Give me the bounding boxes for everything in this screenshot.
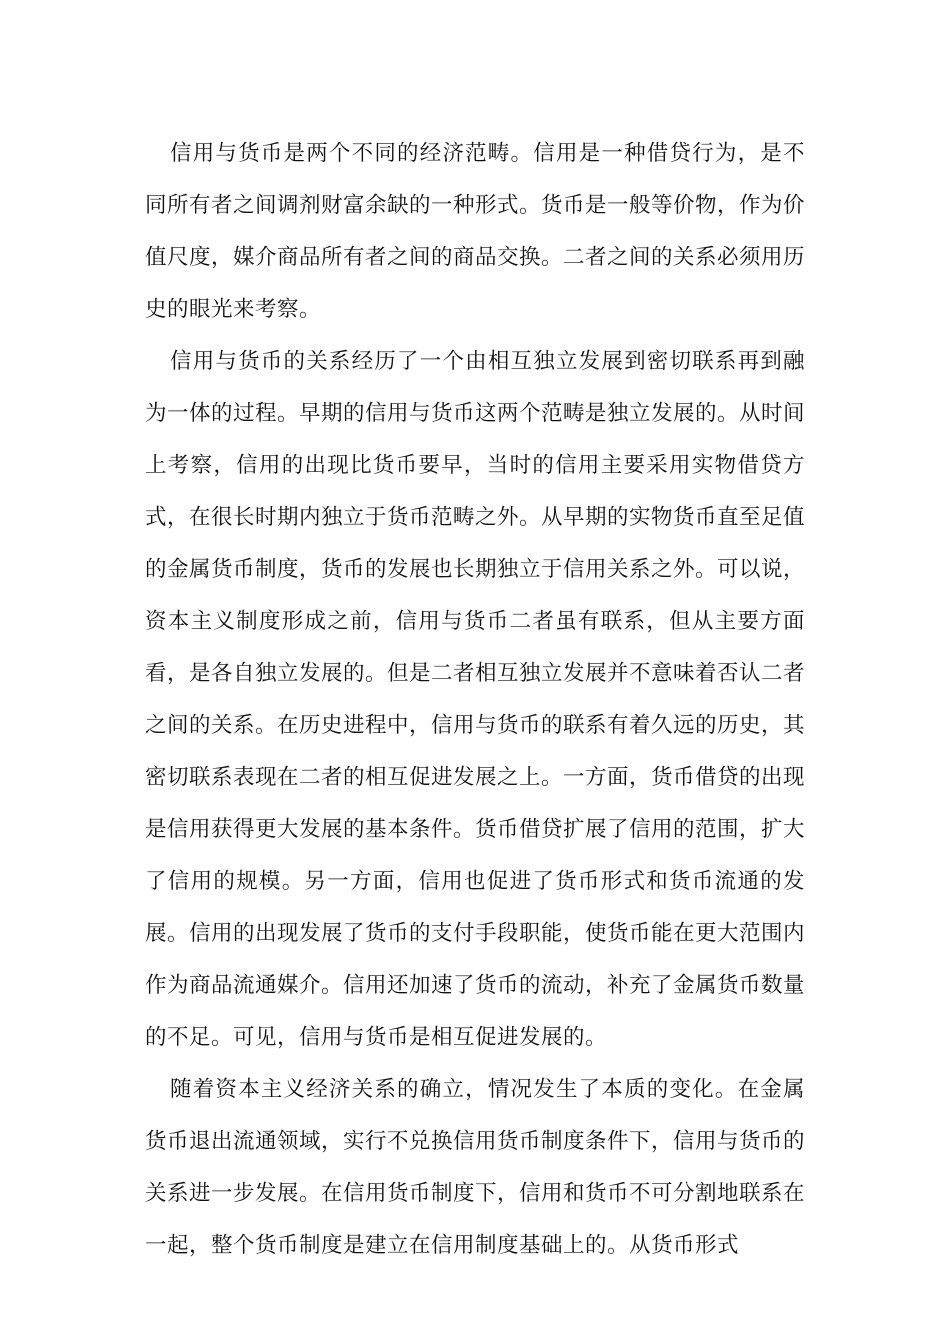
paragraph-1: 信用与货币是两个不同的经济范畴。信用是一种借贷行为，是不同所有者之间调剂财富余缺的一种形式。货币是一般等价物，作为价值尺度，媒介商品所有者之间的商品交换。二者之间的关系必须用历史的眼光来考察。: [145, 141, 806, 322]
paragraph-3: 随着资本主义经济关系的确立，情况发生了本质的变化。在金属货币退出流通领域，实行不兑换信用货币制度条件下，信用与货币的关系进一步发展。在信用货币制度下，信用和货币不可分割地联系在一起，整个货币制度是建立在信用制度基础上的。从货币形式: [145, 1077, 806, 1258]
document-body: [145, 128, 805, 1272]
paragraph-2: 信用与货币的关系经历了一个由相互独立发展到密切联系再到融为一体的过程。早期的信用与货币这两个范畴是独立发展的。从时间上考察，信用的出现比货币要早，当时的信用主要采用实物借贷方式，在很长时期内独立于货币范畴之外。从早期的实物货币直至足值的金属货币制度，货币的发展也长期独立于信用关系之外。可以说，资本主义制度形成之前，信用与货币二者虽有联系，但从主要方面看，是各自独立发展的。但是二者相互独立发展并不意味着否认二者之间的关系。在历史进程中，信用与货币的联系有着久远的历史，其密切联系表现在二者的相互促进发展之上。一方面，货币借贷的出现是信用获得更大发展的基本条件。货币借贷扩展了信用的范围，扩大了信用的规模。另一方面，信用也促进了货币形式和货币流通的发展。信用的出现发展了货币的支付手段职能，使货币能在更大范围内作为商品流通媒介。信用还加速了货币的流动，补充了金属货币数量的不足。可见，信用与货币是相互促进发展的。: [145, 349, 806, 1050]
